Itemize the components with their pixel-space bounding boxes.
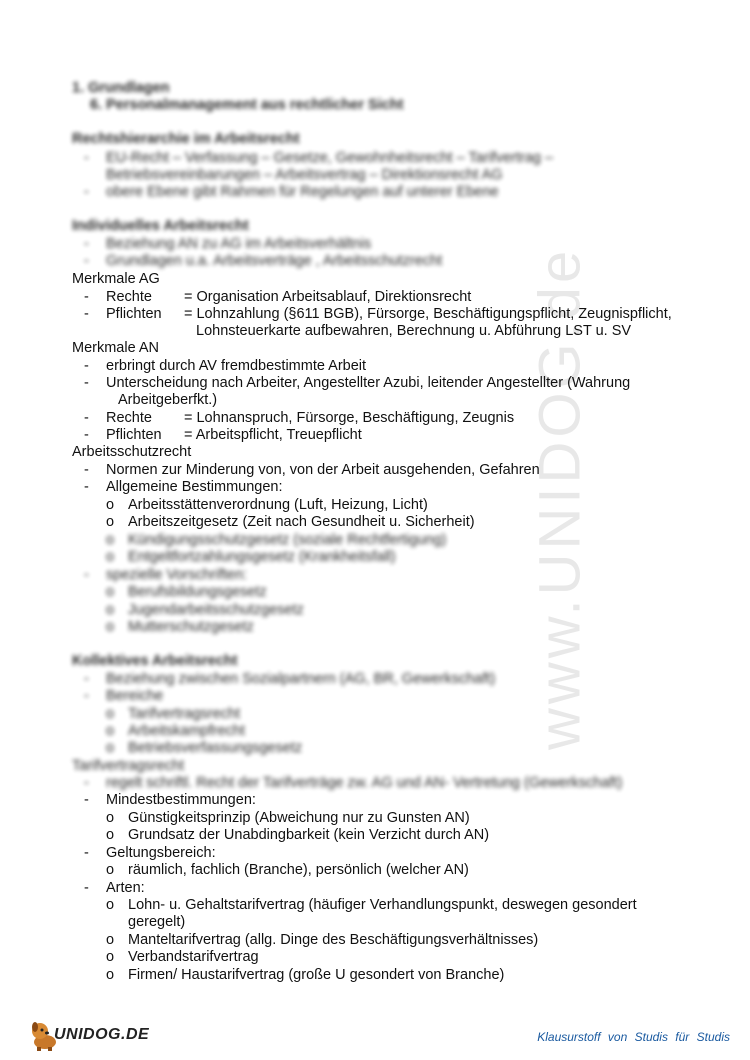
section-number: 1. Grundlagen <box>72 80 170 96</box>
bullet-marker: - <box>84 375 89 391</box>
an-pflichten-label: Pflichten <box>106 427 162 443</box>
sub-bullet-marker: o <box>106 932 115 948</box>
list-item: EU-Recht – Verfassung – Gesetze, Gewohnheitsrecht – Tarifvertrag – <box>106 150 554 166</box>
sub-bullet-marker: o <box>106 619 115 635</box>
bullet-marker: - <box>84 410 89 426</box>
sub-bullet-marker: o <box>106 706 115 722</box>
ag-pflichten-text: = Lohnzahlung (§611 BGB), Fürsorge, Beschäftigungspflicht, Zeugnispflicht, <box>184 306 672 322</box>
list-item: Arten: <box>106 880 145 896</box>
bullet-marker: - <box>84 775 89 791</box>
bullet-marker: - <box>84 567 89 583</box>
list-item: Grundlagen u.a. Arbeitsverträge , Arbeitsschutzrecht <box>106 253 443 269</box>
heading-kollektives: Kollektives Arbeitsrecht <box>72 653 238 669</box>
sub-bullet-marker: o <box>106 497 115 513</box>
bullet-marker: - <box>84 306 89 322</box>
footer-tagline: Klausurstoff von Studis für Studis <box>537 1030 730 1044</box>
sub-list-item: Verbandstarifvertrag <box>128 949 259 965</box>
footer-logo-text[interactable]: UNIDOG.DE <box>54 1026 150 1043</box>
sub-bullet-marker: o <box>106 602 115 618</box>
sub-list-item: räumlich, fachlich (Branche), persönlich (welcher AN) <box>128 862 469 878</box>
heading-tarifvertragsrecht: Tarifvertragsrecht <box>72 758 185 774</box>
list-item: Beziehung AN zu AG im Arbeitsverhältnis <box>106 236 372 252</box>
an-pflichten-text: = Arbeitspflicht, Treuepflicht <box>184 427 362 443</box>
watermark: www.UNIDOG.de <box>527 246 593 750</box>
bullet-marker: - <box>84 880 89 896</box>
list-item: obere Ebene gibt Rahmen für Regelungen auf unterer Ebene <box>106 184 499 200</box>
heading-individuelles: Individuelles Arbeitsrecht <box>72 218 249 234</box>
sub-bullet-marker: o <box>106 532 115 548</box>
ag-pflichten-label: Pflichten <box>106 306 162 322</box>
sub-list-item: Jugendarbeitsschutzgesetz <box>128 602 304 618</box>
list-item: Unterscheidung nach Arbeiter, Angestellter Azubi, leitender Angestellter (Wahrung <box>106 375 631 391</box>
sub-bullet-marker: o <box>106 827 115 843</box>
sub-bullet-marker: o <box>106 862 115 878</box>
sub-list-item: Firmen/ Haustarifvertrag (große U gesondert von Branche) <box>128 967 505 983</box>
sub-bullet-marker: o <box>106 584 115 600</box>
sub-list-item: Günstigkeitsprinzip (Abweichung nur zu Gunsten AN) <box>128 810 470 826</box>
sub-bullet-marker: o <box>106 897 115 913</box>
sub-list-item: Grundsatz der Unabdingbarkeit (kein Verzicht durch AN) <box>128 827 490 843</box>
bullet-marker: - <box>84 792 89 808</box>
sub-bullet-marker: o <box>106 967 115 983</box>
sub-list-item: Arbeitszeitgesetz (Zeit nach Gesundheit u. Sicherheit) <box>128 514 475 530</box>
an-rechte-text: = Lohnanspruch, Fürsorge, Beschäftigung, Zeugnis <box>184 410 515 426</box>
bullet-marker: - <box>84 358 89 374</box>
sub-list-item: Entgeltfortzahlungsgesetz (Krankheitsfall) <box>128 549 396 565</box>
list-item: Beziehung zwischen Sozialpartnern (AG, BR, Gewerkschaft) <box>106 671 496 687</box>
heading-merkmale-an: Merkmale AN <box>72 340 160 356</box>
bullet-marker: - <box>84 253 89 269</box>
bullet-marker: - <box>84 289 89 305</box>
ag-rechte-text: = Organisation Arbeitsablauf, Direktionsrecht <box>184 289 472 305</box>
bullet-marker: - <box>84 427 89 443</box>
list-item: Betriebsvereinbarungen – Arbeitsvertrag – Direktionsrecht AG <box>106 167 503 183</box>
bullet-marker: - <box>84 236 89 252</box>
sub-list-item: Lohn- u. Gehaltstarifvertrag (häufiger Verhandlungspunkt, deswegen gesondert <box>128 897 637 913</box>
sub-list-item: Arbeitsstättenverordnung (Luft, Heizung, Licht) <box>128 497 428 513</box>
bullet-marker: - <box>84 688 89 704</box>
bullet-marker: - <box>84 845 89 861</box>
bullet-marker: - <box>84 184 89 200</box>
list-item: erbringt durch AV fremdbestimmte Arbeit <box>106 358 367 374</box>
sub-bullet-marker: o <box>106 949 115 965</box>
list-item: Geltungsbereich: <box>106 845 216 861</box>
sub-bullet-marker: o <box>106 810 115 826</box>
sub-list-item: Berufsbildungsgesetz <box>128 584 267 600</box>
sub-list-item: Tarifvertragsrecht <box>128 706 241 722</box>
sub-list-item: Kündigungsschutzgesetz (soziale Rechtfertigung) <box>128 532 447 548</box>
sub-list-item: Betriebsverfassungsgesetz <box>128 740 303 756</box>
sub-bullet-marker: o <box>106 740 115 756</box>
heading-rechtshierarchie: Rechtshierarchie im Arbeitsrecht <box>72 131 300 147</box>
sub-bullet-marker: o <box>106 549 115 565</box>
list-item: spezielle Vorschriften: <box>106 567 248 583</box>
sub-list-item: Manteltarifvertrag (allg. Dinge des Beschäftigungsverhältnisses) <box>128 932 539 948</box>
list-item: Normen zur Minderung von, von der Arbeit ausgehenden, Gefahren <box>106 462 540 478</box>
sub-list-item-cont: geregelt) <box>128 914 186 930</box>
sub-bullet-marker: o <box>106 723 115 739</box>
bullet-marker: - <box>84 479 89 495</box>
sub-list-item: Arbeitskampfrecht <box>128 723 245 739</box>
list-item: regelt schriftl. Recht der Tarifverträge zw. AG und AN- Vertretung (Gewerkschaft) <box>106 775 623 791</box>
heading-merkmale-ag: Merkmale AG <box>72 271 160 287</box>
bullet-marker: - <box>84 462 89 478</box>
sub-list-item: Mutterschutzgesetz <box>128 619 254 635</box>
bullet-marker: - <box>84 150 89 166</box>
bullet-marker: - <box>84 671 89 687</box>
an-rechte-label: Rechte <box>106 410 152 426</box>
heading-arbeitsschutzrecht: Arbeitsschutzrecht <box>72 444 192 460</box>
section-subtitle: 6. Personalmanagement aus rechtlicher Sicht <box>90 97 404 113</box>
ag-pflichten-text-cont: Lohnsteuerkarte aufbewahren, Berechnung u. Abführung LST u. SV <box>196 323 632 339</box>
list-item: Mindestbestimmungen: <box>106 792 256 808</box>
sub-bullet-marker: o <box>106 514 115 530</box>
ag-rechte-label: Rechte <box>106 289 152 305</box>
list-item: Allgemeine Bestimmungen: <box>106 479 283 495</box>
list-item: Bereiche <box>106 688 164 704</box>
list-item-cont: Arbeitgeberfkt.) <box>118 392 218 408</box>
